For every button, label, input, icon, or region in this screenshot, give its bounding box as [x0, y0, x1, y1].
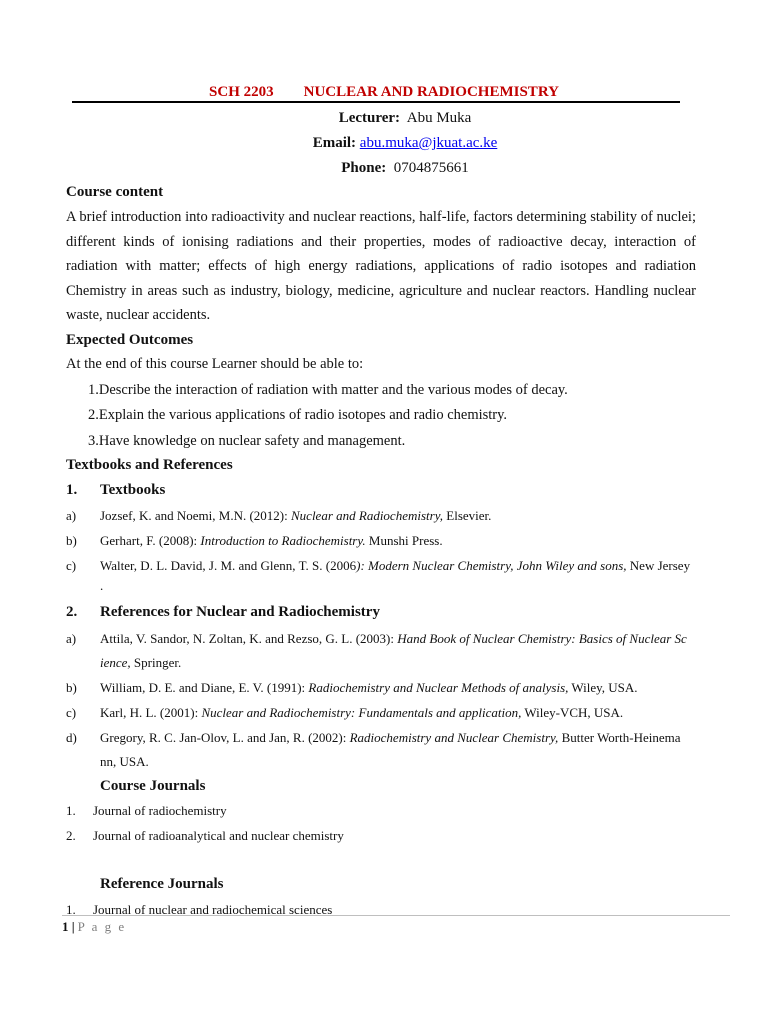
- list-marker: c): [66, 705, 77, 720]
- phone-label: Phone:: [341, 160, 387, 176]
- outcome-item: 1.Describe the interaction of radiation with matter and the various modes of decay.: [88, 382, 568, 398]
- list-marker: c): [66, 558, 77, 573]
- email-link[interactable]: abu.muka@jkuat.ac.ke: [359, 135, 498, 151]
- lecturer-name: Abu Muka: [406, 110, 472, 126]
- textbooks-subheading: [66, 482, 166, 499]
- textbook-entry: Gerhart, F. (2008): Introduction to Radiochemistry. Munshi Press.: [100, 533, 443, 548]
- course-title: NUCLEAR AND RADIOCHEMISTRY: [303, 84, 559, 100]
- list-marker: 1.: [66, 902, 76, 917]
- phone-line: [0, 160, 768, 177]
- course-journals-heading: Course Journals: [100, 778, 206, 794]
- outcomes-heading: Expected Outcomes: [66, 332, 194, 348]
- lecturer-label: Lecturer:: [338, 110, 401, 126]
- footer-divider: [62, 915, 730, 916]
- textbooks-title: Textbooks: [100, 482, 166, 498]
- outcomes-intro: At the end of this course Learner should be able to:: [66, 356, 364, 372]
- course-content-heading: Course content: [66, 184, 164, 200]
- textbook-entry: Walter, D. L. David, J. M. and Glenn, T. S. (2006): Modern Nuclear Chemistry, John Wiley and sons, New Jersey: [100, 558, 691, 573]
- course-code: SCH 2203: [209, 84, 274, 100]
- outcome-item: 3.Have knowledge on nuclear safety and management.: [88, 433, 406, 449]
- list-marker: 1.: [66, 803, 76, 818]
- textbook-entry-continuation: .: [100, 578, 104, 593]
- page-separator: |: [71, 919, 75, 934]
- course-content-text: A brief introduction into radioactivity and nuclear reactions, half-life, factors determining stability of nuclei; different kinds of ionising radiations and their properties, modes of radioactive decay, interaction of radiation with matter; effects of high energy radiations, applications of radio isotopes and radiation Chemistry in areas such as industry, biology, medicine, agriculture and nuclear reactors. Handling nuclear waste, nuclear accidents.: [66, 209, 696, 323]
- reference-entry: William, D. E. and Diane, E. V. (1991): Radiochemistry and Nuclear Methods of analysis, Wiley, USA.: [100, 680, 638, 695]
- textbooks-references-heading: Textbooks and References: [66, 457, 233, 473]
- list-marker: d): [66, 730, 77, 745]
- list-marker: a): [66, 508, 77, 523]
- outcome-item: 2.Explain the various applications of radio isotopes and radio chemistry.: [88, 407, 508, 423]
- page-footer: [62, 919, 126, 935]
- reference-entry: Gregory, R. C. Jan-Olov, L. and Jan, R. (2002): Radiochemistry and Nuclear Chemistry, Butter Worth-Heinema: [100, 730, 681, 745]
- journal-item: Journal of nuclear and radiochemical sciences: [93, 902, 333, 917]
- title-underline: [72, 101, 680, 103]
- lecturer-line: [0, 110, 768, 127]
- reference-entry-continuation: ience, Springer.: [100, 655, 182, 670]
- phone-value: 0704875661: [393, 160, 469, 176]
- list-marker: a): [66, 631, 77, 646]
- email-label: Email:: [312, 135, 357, 151]
- textbook-entry: Jozsef, K. and Noemi, M.N. (2012): Nuclear and Radiochemistry, Elsevier.: [100, 508, 492, 523]
- journal-item: Journal of radioanalytical and nuclear chemistry: [93, 828, 344, 843]
- list-marker: 2.: [66, 828, 76, 843]
- references-number: 2.: [66, 604, 78, 620]
- list-marker: b): [66, 680, 77, 695]
- reference-entry: Karl, H. L. (2001): Nuclear and Radiochemistry: Fundamentals and application, Wiley-VCH, USA.: [100, 705, 624, 720]
- references-subheading: [66, 604, 380, 621]
- reference-entry-continuation: nn, USA.: [100, 754, 149, 769]
- email-line: [0, 135, 768, 152]
- list-marker: b): [66, 533, 77, 548]
- journal-item: Journal of radiochemistry: [93, 803, 227, 818]
- page-number: 1: [62, 919, 69, 934]
- textbooks-number: 1.: [66, 482, 78, 498]
- course-title-line: [0, 84, 768, 101]
- references-title: References for Nuclear and Radiochemistry: [100, 604, 380, 620]
- reference-journals-heading: Reference Journals: [100, 876, 224, 892]
- reference-entry: Attila, V. Sandor, N. Zoltan, K. and Rezso, G. L. (2003): Hand Book of Nuclear Chemistry: Basics of Nuclear Sc: [100, 631, 687, 646]
- page-label: P a g e: [77, 919, 127, 934]
